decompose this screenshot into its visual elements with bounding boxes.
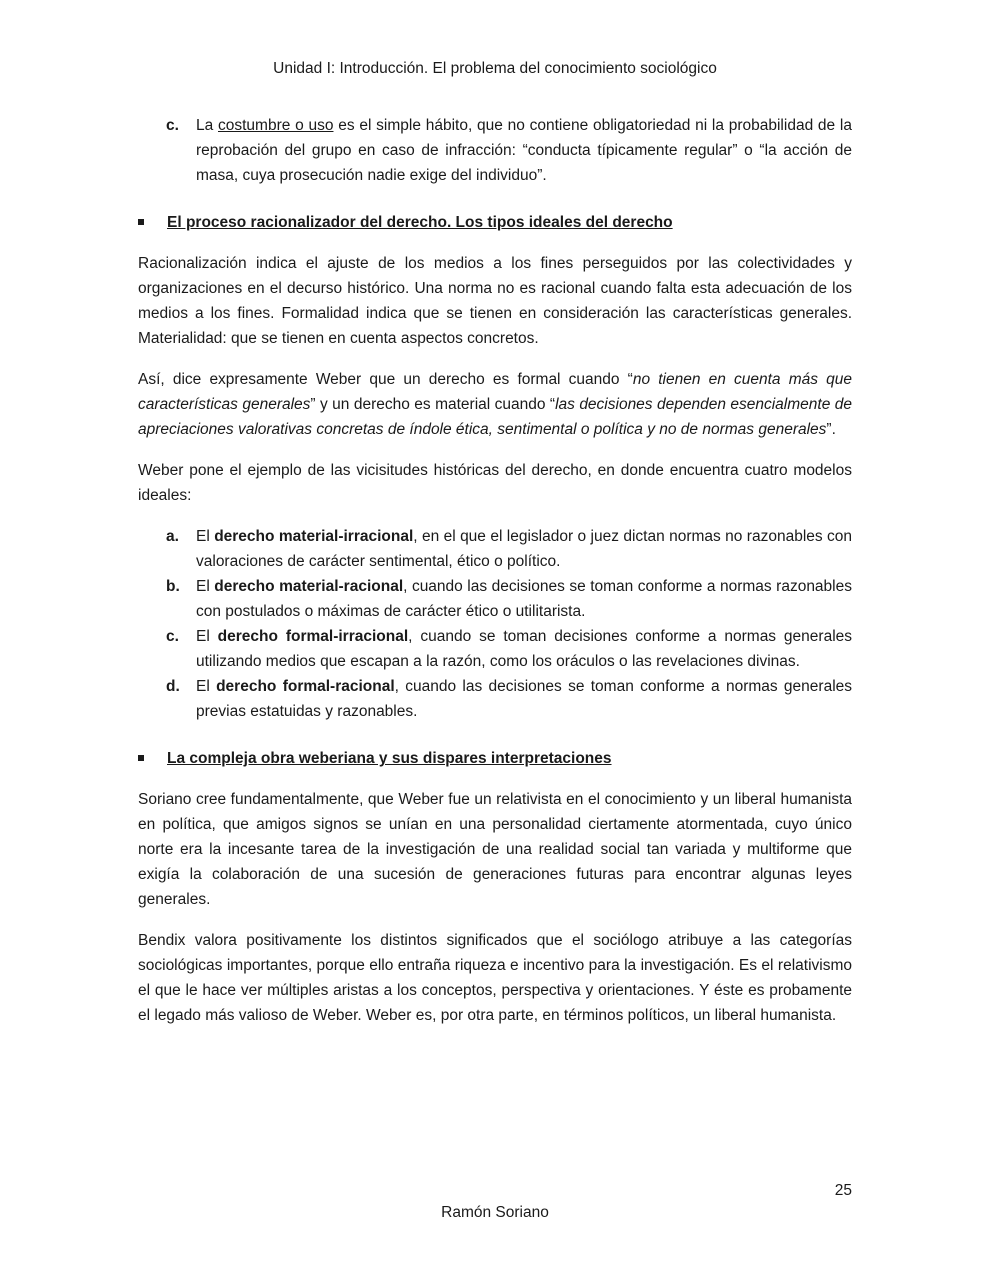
list-term: costumbre o uso [218, 117, 334, 134]
section-heading-obra-weberiana [138, 746, 852, 771]
list-item [138, 574, 852, 624]
list-text-pre: La [196, 117, 218, 134]
paragraph-bendix: Bendix valora positivamente los distintos significados que el sociólogo atribuye a las categorías sociológicas importantes, porque ello entraña riqueza e incentivo para la investigación. Es el relativismo el que le hace ver múltiples aristas a los conceptos, perspectiva y orientaciones. Y éste es probamente el legado más valioso de Weber. Weber es, por otra parte, en términos políticos, un liberal humanista. [138, 932, 852, 1024]
models-list [138, 524, 852, 724]
italic-quote: no tienen en cuenta más que características generales [138, 371, 852, 413]
list-text-post: , cuando las decisiones se toman conforme a normas generales previas estatuidas y razonables. [196, 678, 853, 720]
italic-quote: las decisiones dependen esencialmente de apreciaciones valorativas concretas de índole ética, sentimental o política y no de normas generales [138, 396, 852, 438]
list-marker: d. [166, 678, 180, 695]
list-item [138, 674, 852, 724]
paragraph-formal-material [138, 367, 852, 442]
list-term: derecho formal-racional [216, 678, 395, 695]
list-text-pre: El [196, 678, 217, 695]
paragraph-soriano: Soriano cree fundamentalmente, que Weber fue un relativista en el conocimiento y un liberal humanista en política, que amigos signos se unían en una personalidad ciertamente atormentada, cuyo único norte era la incesante tarea de la investigación de una realidad social tan variada y multiforme que exigía la colaboración de una sucesión de generaciones futuras para encontrar algunas leyes generales. [138, 791, 852, 908]
text-span: ” y un derecho es material cuando “ [310, 396, 556, 413]
section-heading-racionalizador [138, 210, 852, 235]
section-heading-text: La compleja obra weberiana y sus dispares interpretaciones [167, 750, 612, 767]
list-text-pre: El [196, 578, 215, 595]
list-term: derecho material-irracional [214, 528, 414, 545]
intro-list [138, 113, 852, 188]
list-marker: a. [166, 528, 179, 545]
list-item [138, 624, 852, 674]
page-number: 25 [834, 1182, 852, 1199]
footer-author: Ramón Soriano [441, 1204, 549, 1221]
list-text-post: , en el que el legislador o juez dictan normas no razonables con valoraciones de carácter sentimental, ético o político. [196, 528, 853, 570]
paragraph-modelos: Weber pone el ejemplo de las vicisitudes históricas del derecho, en donde encuentra cuatro modelos ideales: [138, 462, 852, 504]
list-marker: b. [166, 578, 180, 595]
section-heading-text: El proceso racionalizador del derecho. Los tipos ideales del derecho [167, 214, 673, 231]
list-text-post: , cuando se toman decisiones conforme a normas generales utilizando medios que escapan a la razón, como los oráculos o las revelaciones divinas. [196, 628, 853, 670]
list-text-post: , cuando las decisiones se toman conforme a normas razonables con postulados o máximas de carácter ético o utilitarista. [196, 578, 852, 620]
text-span: ”. [826, 421, 836, 438]
list-text-post: es el simple hábito, que no contiene obligatoriedad ni la probabilidad de la reprobación del grupo en caso de infracción: “conducta típicamente regular” o “la acción de masa, cuya prosecución nadie exige del individuo”. [196, 117, 852, 184]
list-text-pre: El [196, 528, 215, 545]
page-body [138, 113, 852, 1044]
list-marker: c. [166, 628, 179, 645]
text-span: Así, dice expresamente Weber que un derecho es formal cuando “ [138, 371, 633, 388]
square-bullet-icon [138, 755, 144, 761]
list-text-pre: El [196, 628, 218, 645]
running-header: Unidad I: Introducción. El problema del conocimiento sociológico [273, 60, 717, 77]
list-item [138, 113, 852, 188]
paragraph-racionalizacion: Racionalización indica el ajuste de los medios a los fines perseguidos por las colectividades y organizaciones en el decurso histórico. Una norma no es racional cuando falta esta adecuación de los medios a los fines. Formalidad indica que se tienen en consideración las características generales. Materialidad: que se tienen en cuenta aspectos concretos. [138, 255, 852, 347]
list-marker: c. [166, 117, 179, 134]
list-term: derecho material-racional [214, 578, 404, 595]
square-bullet-icon [138, 219, 144, 225]
list-item [138, 524, 852, 574]
list-term: derecho formal-irracional [217, 628, 409, 645]
